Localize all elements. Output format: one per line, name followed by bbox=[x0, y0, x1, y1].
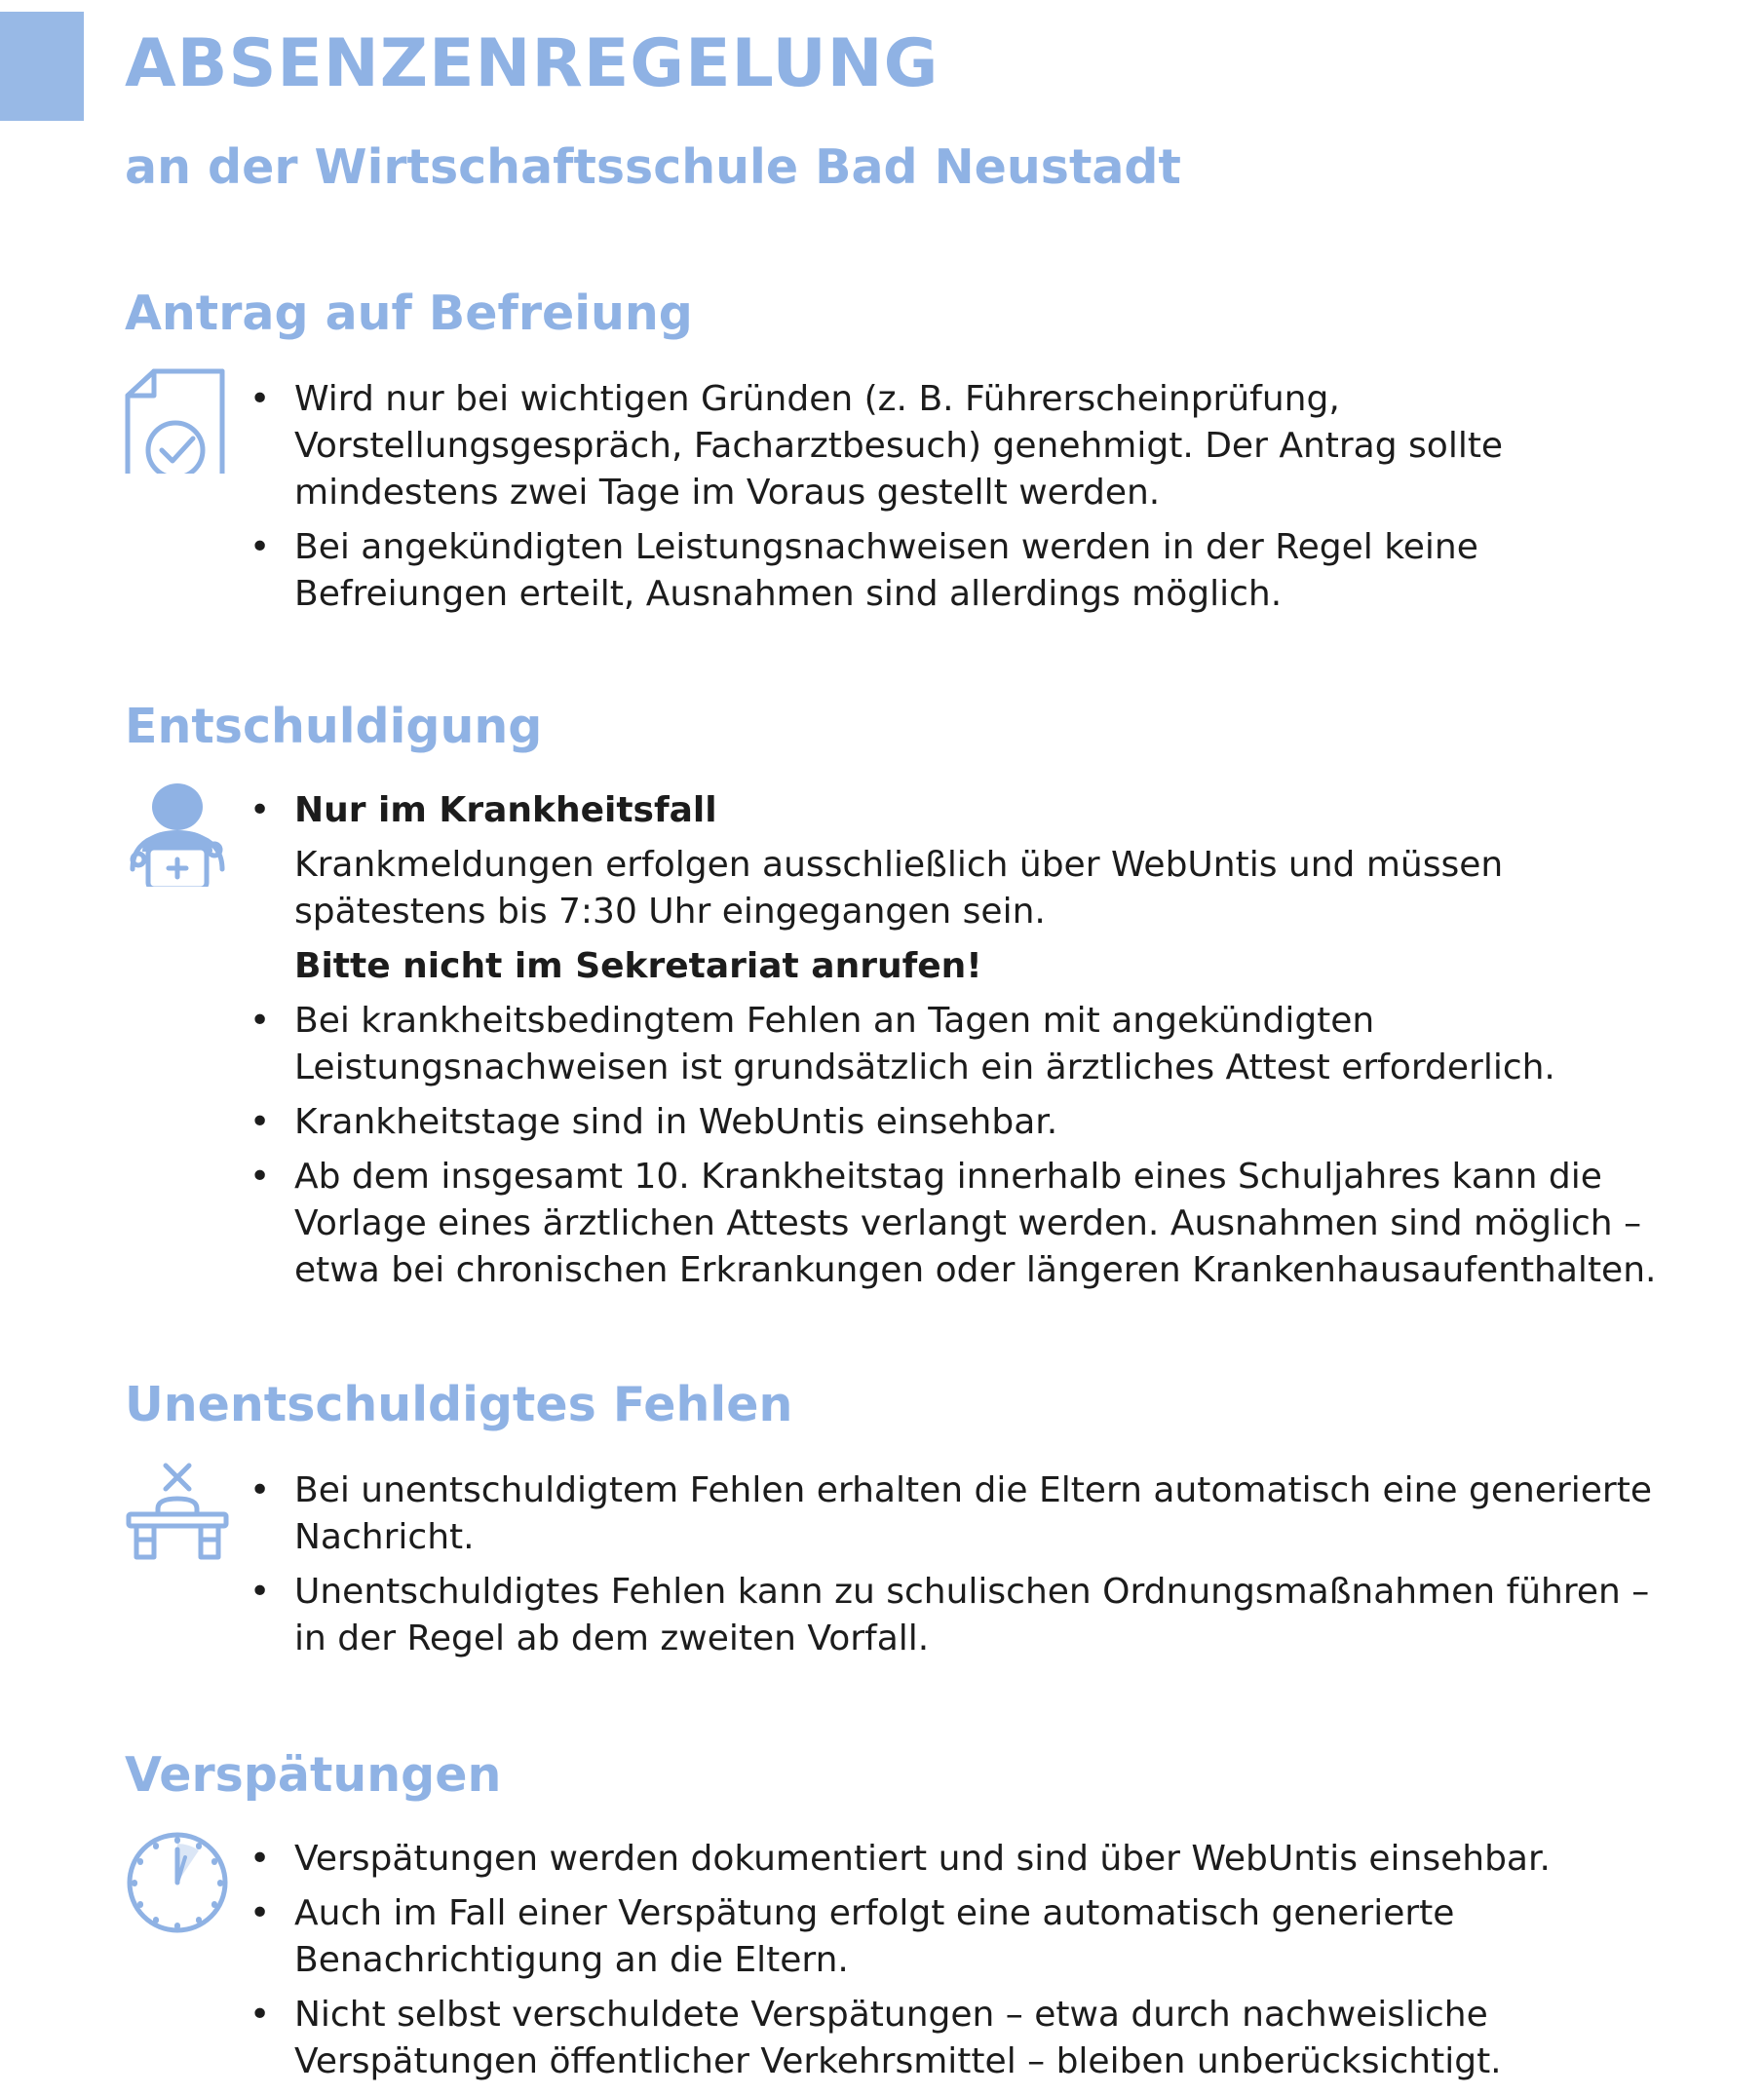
corner-accent-bar bbox=[0, 12, 84, 121]
list-item: • Nur im Krankheitsfall Krankmeldungen erfolgen ausschließlich über WebUntis und müssen spätestens bis 7:30 Uhr eingegangen sein. Bitte nicht im Sekretariat anrufen! bbox=[244, 787, 1686, 990]
list-item: • Unentschuldigtes Fehlen kann zu schulischen Ordnungsmaßnahmen führen – in der Regel ab dem zweiten Vorfall. bbox=[244, 1569, 1686, 1662]
section-list-entschuldigung bbox=[244, 787, 1686, 1302]
section-list-unentschuldigt bbox=[244, 1467, 1686, 1670]
doctor-icon bbox=[125, 781, 230, 887]
list-item: • Auch im Fall einer Verspätung erfolgt eine automatisch generierte Benachrichtigung an die Eltern. bbox=[244, 1890, 1686, 1984]
document-check-icon bbox=[125, 368, 230, 474]
list-item: • Nicht selbst verschuldete Verspätungen – etwa durch nachweisliche Verspätungen öffentlicher Verkehrsmittel – bleiben unberücksichtigt. bbox=[244, 1992, 1686, 2085]
list-item: • Ab dem insgesamt 10. Krankheitstag innerhalb eines Schuljahres kann die Vorlage eines ärztlichen Attests verlangt werden. Ausnahmen sind möglich – etwa bei chronischen Erkrankungen oder längeren Krankenhausaufenthalten. bbox=[244, 1154, 1686, 1294]
section-heading-unentschuldigt: Unentschuldigtes Fehlen bbox=[125, 1377, 793, 1432]
section-list-befreiung bbox=[244, 376, 1686, 626]
list-item: • Bei angekündigten Leistungsnachweisen werden in der Regel keine Befreiungen erteilt, Ausnahmen sind allerdings möglich. bbox=[244, 524, 1686, 618]
list-item: • Wird nur bei wichtigen Gründen (z. B. Führerscheinprüfung, Vorstellungsgespräch, Facharztbesuch) genehmigt. Der Antrag sollte mindestens zwei Tage im Voraus gestellt werden. bbox=[244, 376, 1686, 516]
section-heading-verspaetungen: Verspätungen bbox=[125, 1747, 502, 1803]
list-item: • Bei unentschuldigtem Fehlen erhalten die Eltern automatisch eine generierte Nachricht. bbox=[244, 1467, 1686, 1561]
page-subtitle: an der Wirtschaftsschule Bad Neustadt bbox=[125, 139, 1181, 195]
page-title: ABSENZENREGELUNG bbox=[125, 25, 940, 102]
empty-desk-icon bbox=[125, 1460, 230, 1565]
list-item: • Krankheitstage sind in WebUntis einsehbar. bbox=[244, 1099, 1686, 1146]
section-heading-entschuldigung: Entschuldigung bbox=[125, 699, 543, 754]
list-item: • Verspätungen werden dokumentiert und sind über WebUntis einsehbar. bbox=[244, 1836, 1686, 1883]
list-item: • Bei krankheitsbedingtem Fehlen an Tagen mit angekündigten Leistungsnachweisen ist grundsätzlich ein ärztliches Attest erforderlich. bbox=[244, 998, 1686, 1091]
section-list-verspaetungen bbox=[244, 1836, 1686, 2093]
clock-icon bbox=[125, 1830, 230, 1935]
section-heading-befreiung: Antrag auf Befreiung bbox=[125, 286, 693, 341]
